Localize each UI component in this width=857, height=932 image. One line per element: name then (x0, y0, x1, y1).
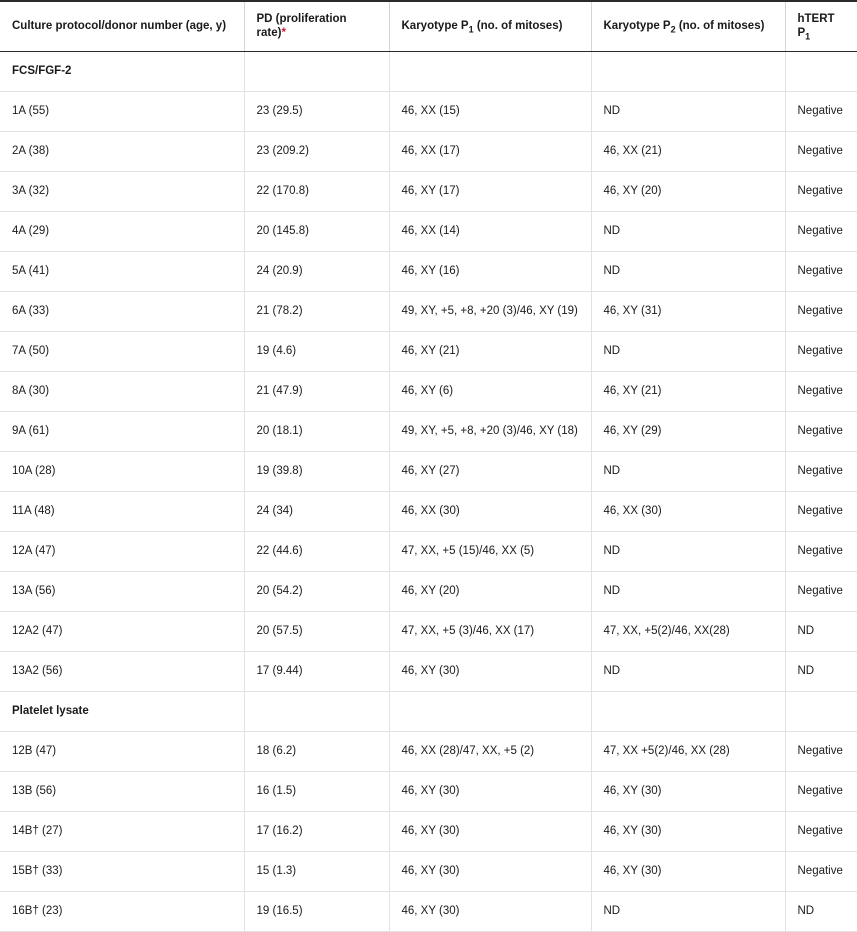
table-cell-htert: Negative (785, 291, 857, 331)
table-cell-htert: Negative (785, 851, 857, 891)
table-cell-culture: 11A (48) (0, 491, 244, 531)
table-cell-culture: 6A (33) (0, 291, 244, 331)
table-cell-kar2: 46, XY (30) (591, 851, 785, 891)
table-cell-htert: Negative (785, 491, 857, 531)
table-cell-htert: Negative (785, 531, 857, 571)
table-cell-htert: ND (785, 651, 857, 691)
table-section-row (0, 51, 857, 91)
table-section-label: FCS/FGF-2 (0, 51, 244, 91)
table-row (0, 291, 857, 331)
table-cell-culture: 5A (41) (0, 251, 244, 291)
table-cell-htert: Negative (785, 411, 857, 451)
table-section-empty-cell (389, 691, 591, 731)
table-cell-culture: 12A2 (47) (0, 611, 244, 651)
table-cell-kar2: ND (591, 331, 785, 371)
column-header-karyotype-p1-label: Karyotype P (401, 20, 469, 33)
table-section-label: Platelet lysate (0, 691, 244, 731)
table-cell-pd: 24 (34) (244, 491, 389, 531)
table-cell-kar2: 46, XY (29) (591, 411, 785, 451)
table-row (0, 891, 857, 931)
table-cell-kar1: 46, XX (17) (389, 131, 591, 171)
table-row (0, 371, 857, 411)
table-row (0, 811, 857, 851)
table-row (0, 251, 857, 291)
column-header-karyotype-p2-suffix: (no. of mitoses) (675, 20, 765, 33)
table-section-empty-cell (785, 51, 857, 91)
table-row (0, 731, 857, 771)
column-header-karyotype-p2 (591, 1, 785, 51)
table-row (0, 451, 857, 491)
table-row (0, 771, 857, 811)
column-header-culture-label: Culture protocol/donor number (age, y) (12, 20, 227, 33)
column-header-htert-p1-label: hTERT P (797, 13, 835, 40)
table-cell-pd: 22 (170.8) (244, 171, 389, 211)
table-cell-kar1: 46, XX (28)/47, XX, +5 (2) (389, 731, 591, 771)
table-cell-kar1: 46, XY (30) (389, 891, 591, 931)
table-cell-htert: Negative (785, 811, 857, 851)
table-cell-culture: 16B† (23) (0, 891, 244, 931)
table-row (0, 531, 857, 571)
table-row (0, 491, 857, 531)
table-cell-kar1: 46, XY (30) (389, 851, 591, 891)
table-cell-kar1: 49, XY, +5, +8, +20 (3)/46, XY (19) (389, 291, 591, 331)
table-cell-culture: 3A (32) (0, 171, 244, 211)
table-cell-pd: 20 (145.8) (244, 211, 389, 251)
footnote-asterisk-icon: * (281, 27, 286, 40)
table-cell-htert: ND (785, 891, 857, 931)
table-cell-kar2: ND (591, 531, 785, 571)
table-row (0, 131, 857, 171)
table-cell-kar2: ND (591, 451, 785, 491)
table-cell-kar2: 47, XX +5(2)/46, XX (28) (591, 731, 785, 771)
table-cell-htert: Negative (785, 251, 857, 291)
table-section-empty-cell (591, 691, 785, 731)
table-section-empty-cell (591, 51, 785, 91)
table-cell-pd: 23 (209.2) (244, 131, 389, 171)
table-cell-htert: Negative (785, 211, 857, 251)
table-section-empty-cell (244, 691, 389, 731)
table-cell-kar1: 46, XY (20) (389, 571, 591, 611)
table-cell-htert: Negative (785, 571, 857, 611)
table-row (0, 611, 857, 651)
table-cell-kar2: ND (591, 891, 785, 931)
table-cell-kar1: 46, XY (30) (389, 771, 591, 811)
table-cell-pd: 21 (47.9) (244, 371, 389, 411)
table-cell-htert: Negative (785, 91, 857, 131)
table-section-empty-cell (785, 691, 857, 731)
table-row (0, 91, 857, 131)
table-cell-kar1: 46, XX (14) (389, 211, 591, 251)
table-cell-kar1: 47, XX, +5 (3)/46, XX (17) (389, 611, 591, 651)
table-header (0, 1, 857, 51)
table-cell-kar1: 49, XY, +5, +8, +20 (3)/46, XY (18) (389, 411, 591, 451)
table-cell-culture: 14B† (27) (0, 811, 244, 851)
table-cell-kar2: 46, XX (21) (591, 131, 785, 171)
column-header-karyotype-p2-subscript: 2 (670, 24, 676, 35)
table-cell-pd: 24 (20.9) (244, 251, 389, 291)
table-section-empty-cell (389, 51, 591, 91)
table-row (0, 411, 857, 451)
table-cell-kar1: 47, XX, +5 (15)/46, XX (5) (389, 531, 591, 571)
table-cell-kar2: 46, XY (30) (591, 771, 785, 811)
table-cell-pd: 20 (18.1) (244, 411, 389, 451)
table-cell-pd: 15 (1.3) (244, 851, 389, 891)
table-cell-pd: 22 (44.6) (244, 531, 389, 571)
column-header-karyotype-p1 (389, 1, 591, 51)
table-cell-culture: 7A (50) (0, 331, 244, 371)
table-section-row (0, 691, 857, 731)
table-cell-kar2: 46, XY (20) (591, 171, 785, 211)
table-cell-kar2: ND (591, 91, 785, 131)
table-cell-pd: 18 (6.2) (244, 731, 389, 771)
column-header-karyotype-p1-suffix: (no. of mitoses) (473, 20, 563, 33)
table-cell-culture: 10A (28) (0, 451, 244, 491)
column-header-karyotype-p1-subscript: 1 (468, 24, 474, 35)
table-row (0, 211, 857, 251)
table-cell-kar2: 46, XY (30) (591, 811, 785, 851)
table-cell-pd: 17 (9.44) (244, 651, 389, 691)
table-cell-culture: 8A (30) (0, 371, 244, 411)
table-cell-htert: ND (785, 611, 857, 651)
table-cell-culture: 12A (47) (0, 531, 244, 571)
table-row (0, 571, 857, 611)
table-row (0, 651, 857, 691)
table-cell-culture: 1A (55) (0, 91, 244, 131)
table-cell-htert: Negative (785, 331, 857, 371)
table-cell-kar2: 46, XY (31) (591, 291, 785, 331)
table-cell-pd: 23 (29.5) (244, 91, 389, 131)
table-row (0, 331, 857, 371)
table-cell-htert: Negative (785, 171, 857, 211)
table-cell-htert: Negative (785, 731, 857, 771)
table-section-empty-cell (244, 51, 389, 91)
table-cell-kar2: 47, XX, +5(2)/46, XX(28) (591, 611, 785, 651)
table-cell-htert: Negative (785, 771, 857, 811)
table-cell-kar1: 46, XY (30) (389, 811, 591, 851)
table-cell-htert: Negative (785, 371, 857, 411)
table-cell-kar2: 46, XX (30) (591, 491, 785, 531)
table-cell-culture: 13B (56) (0, 771, 244, 811)
table-cell-htert: Negative (785, 451, 857, 491)
column-header-htert-p1 (785, 1, 857, 51)
table-cell-culture: 9A (61) (0, 411, 244, 451)
column-header-htert-p1-subscript: 1 (805, 31, 811, 42)
table-cell-culture: 4A (29) (0, 211, 244, 251)
table-cell-pd: 17 (16.2) (244, 811, 389, 851)
table-cell-kar2: ND (591, 251, 785, 291)
table-cell-kar1: 46, XY (17) (389, 171, 591, 211)
column-header-culture (0, 1, 244, 51)
table-cell-pd: 20 (57.5) (244, 611, 389, 651)
column-header-pd-label: PD (proliferation rate) (256, 13, 347, 40)
table-cell-kar1: 46, XX (15) (389, 91, 591, 131)
table-cell-pd: 19 (4.6) (244, 331, 389, 371)
table-cell-pd: 20 (54.2) (244, 571, 389, 611)
column-header-karyotype-p2-label: Karyotype P (603, 20, 671, 33)
table-cell-kar1: 46, XY (27) (389, 451, 591, 491)
table-cell-pd: 19 (16.5) (244, 891, 389, 931)
table-cell-htert: Negative (785, 131, 857, 171)
table-cell-kar1: 46, XX (30) (389, 491, 591, 531)
column-header-pd (244, 1, 389, 51)
table-cell-kar2: ND (591, 211, 785, 251)
table-header-row (0, 1, 857, 51)
table-row (0, 171, 857, 211)
table-cell-culture: 13A2 (56) (0, 651, 244, 691)
table-cell-pd: 21 (78.2) (244, 291, 389, 331)
table-cell-kar1: 46, XY (6) (389, 371, 591, 411)
table-cell-pd: 16 (1.5) (244, 771, 389, 811)
table-cell-kar2: ND (591, 571, 785, 611)
table-row (0, 851, 857, 891)
table-cell-culture: 15B† (33) (0, 851, 244, 891)
table-cell-culture: 12B (47) (0, 731, 244, 771)
table-cell-kar2: 46, XY (21) (591, 371, 785, 411)
table-cell-kar1: 46, XY (21) (389, 331, 591, 371)
table-cell-kar2: ND (591, 651, 785, 691)
table-body (0, 51, 857, 931)
table-cell-pd: 19 (39.8) (244, 451, 389, 491)
table-cell-culture: 13A (56) (0, 571, 244, 611)
table-cell-kar1: 46, XY (30) (389, 651, 591, 691)
table-cell-culture: 2A (38) (0, 131, 244, 171)
table-cell-kar1: 46, XY (16) (389, 251, 591, 291)
